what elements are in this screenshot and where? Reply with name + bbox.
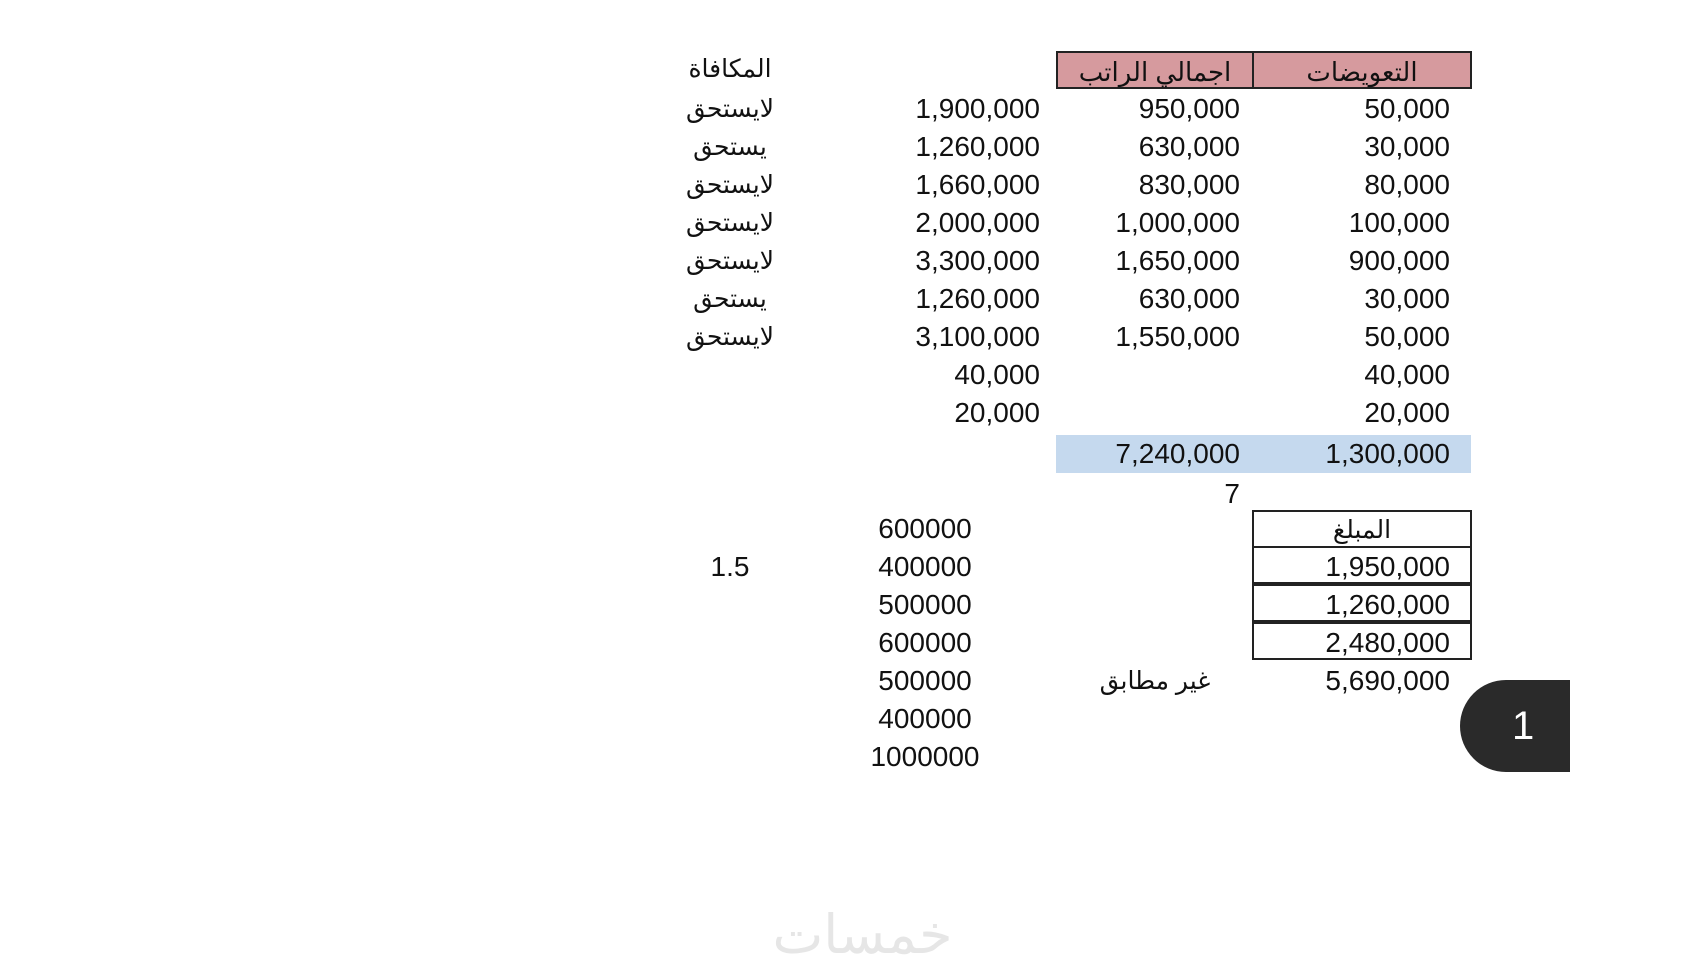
gross-cell[interactable]: 3,100,000 — [915, 321, 1040, 352]
side-value-cell[interactable]: 400000 — [878, 703, 972, 734]
side-value-cell[interactable]: 500000 — [878, 665, 972, 696]
multiplier-cell[interactable]: 1.5 — [710, 551, 750, 582]
side-value-cell[interactable]: 600000 — [878, 513, 972, 544]
gross-cell[interactable]: 1,660,000 — [915, 169, 1040, 200]
bonus-cell[interactable]: لايستحق — [685, 209, 775, 237]
total-salary-cell[interactable]: 7,240,000 — [1115, 438, 1240, 469]
compensation-cell[interactable]: 30,000 — [1364, 131, 1450, 162]
watermark-logo: خمسات — [772, 905, 953, 965]
side-value-cell[interactable]: 400000 — [878, 551, 972, 582]
bonus-cell[interactable]: لايستحق — [685, 171, 775, 199]
page-number-badge[interactable] — [1460, 680, 1570, 772]
compensation-cell[interactable]: 20,000 — [1364, 397, 1450, 428]
bonus-cell[interactable]: لايستحق — [685, 95, 775, 123]
total-salary-cell[interactable]: 1,550,000 — [1115, 321, 1240, 352]
bonus-cell[interactable]: يستحق — [693, 285, 767, 313]
gross-cell[interactable]: 1,260,000 — [915, 131, 1040, 162]
compensation-cell[interactable]: 50,000 — [1364, 321, 1450, 352]
compensation-cell[interactable]: 900,000 — [1348, 245, 1450, 276]
gross-cell[interactable]: 1,900,000 — [915, 93, 1040, 124]
header-compensation[interactable]: التعويضات — [1252, 51, 1472, 89]
amount-cell-2[interactable]: 1,260,000 — [1325, 589, 1450, 620]
compensation-cell[interactable]: 80,000 — [1364, 169, 1450, 200]
amount-cell-3[interactable]: 2,480,000 — [1325, 627, 1450, 658]
amount-header[interactable]: المبلغ — [1332, 516, 1392, 544]
total-compensation-cell[interactable]: 1,300,000 — [1325, 438, 1450, 469]
gross-cell[interactable]: 1,260,000 — [915, 283, 1040, 314]
gross-cell[interactable]: 3,300,000 — [915, 245, 1040, 276]
gross-cell[interactable]: 20,000 — [954, 397, 1040, 428]
amount-sum-cell[interactable]: 5,690,000 — [1325, 665, 1450, 696]
header-total-salary[interactable]: اجمالي الراتب — [1056, 51, 1254, 89]
compensation-cell[interactable]: 40,000 — [1364, 359, 1450, 390]
count-cell[interactable]: 7 — [1224, 478, 1240, 509]
compensation-cell[interactable]: 100,000 — [1348, 207, 1450, 238]
bonus-cell[interactable]: لايستحق — [685, 247, 775, 275]
total-salary-cell[interactable]: 630,000 — [1138, 131, 1240, 162]
bonus-cell[interactable]: لايستحق — [685, 323, 775, 351]
compensation-cell[interactable]: 50,000 — [1364, 93, 1450, 124]
side-value-cell[interactable]: 1000000 — [870, 741, 980, 772]
total-salary-cell[interactable]: 950,000 — [1138, 93, 1240, 124]
side-value-cell[interactable]: 600000 — [878, 627, 972, 658]
total-salary-cell[interactable]: 630,000 — [1138, 283, 1240, 314]
total-salary-cell[interactable]: 1,650,000 — [1115, 245, 1240, 276]
compensation-cell[interactable]: 30,000 — [1364, 283, 1450, 314]
page-number: 1 — [1512, 704, 1535, 748]
side-value-cell[interactable]: 500000 — [878, 589, 972, 620]
total-salary-cell[interactable]: 830,000 — [1138, 169, 1240, 200]
header-bonus[interactable]: المكافاة — [688, 55, 772, 83]
amount-cell-1[interactable]: 1,950,000 — [1325, 551, 1450, 582]
bonus-cell[interactable]: يستحق — [693, 133, 767, 161]
mismatch-label[interactable]: غير مطابق — [1099, 667, 1211, 695]
gross-cell[interactable]: 40,000 — [954, 359, 1040, 390]
gross-cell[interactable]: 2,000,000 — [915, 207, 1040, 238]
total-salary-cell[interactable]: 1,000,000 — [1115, 207, 1240, 238]
